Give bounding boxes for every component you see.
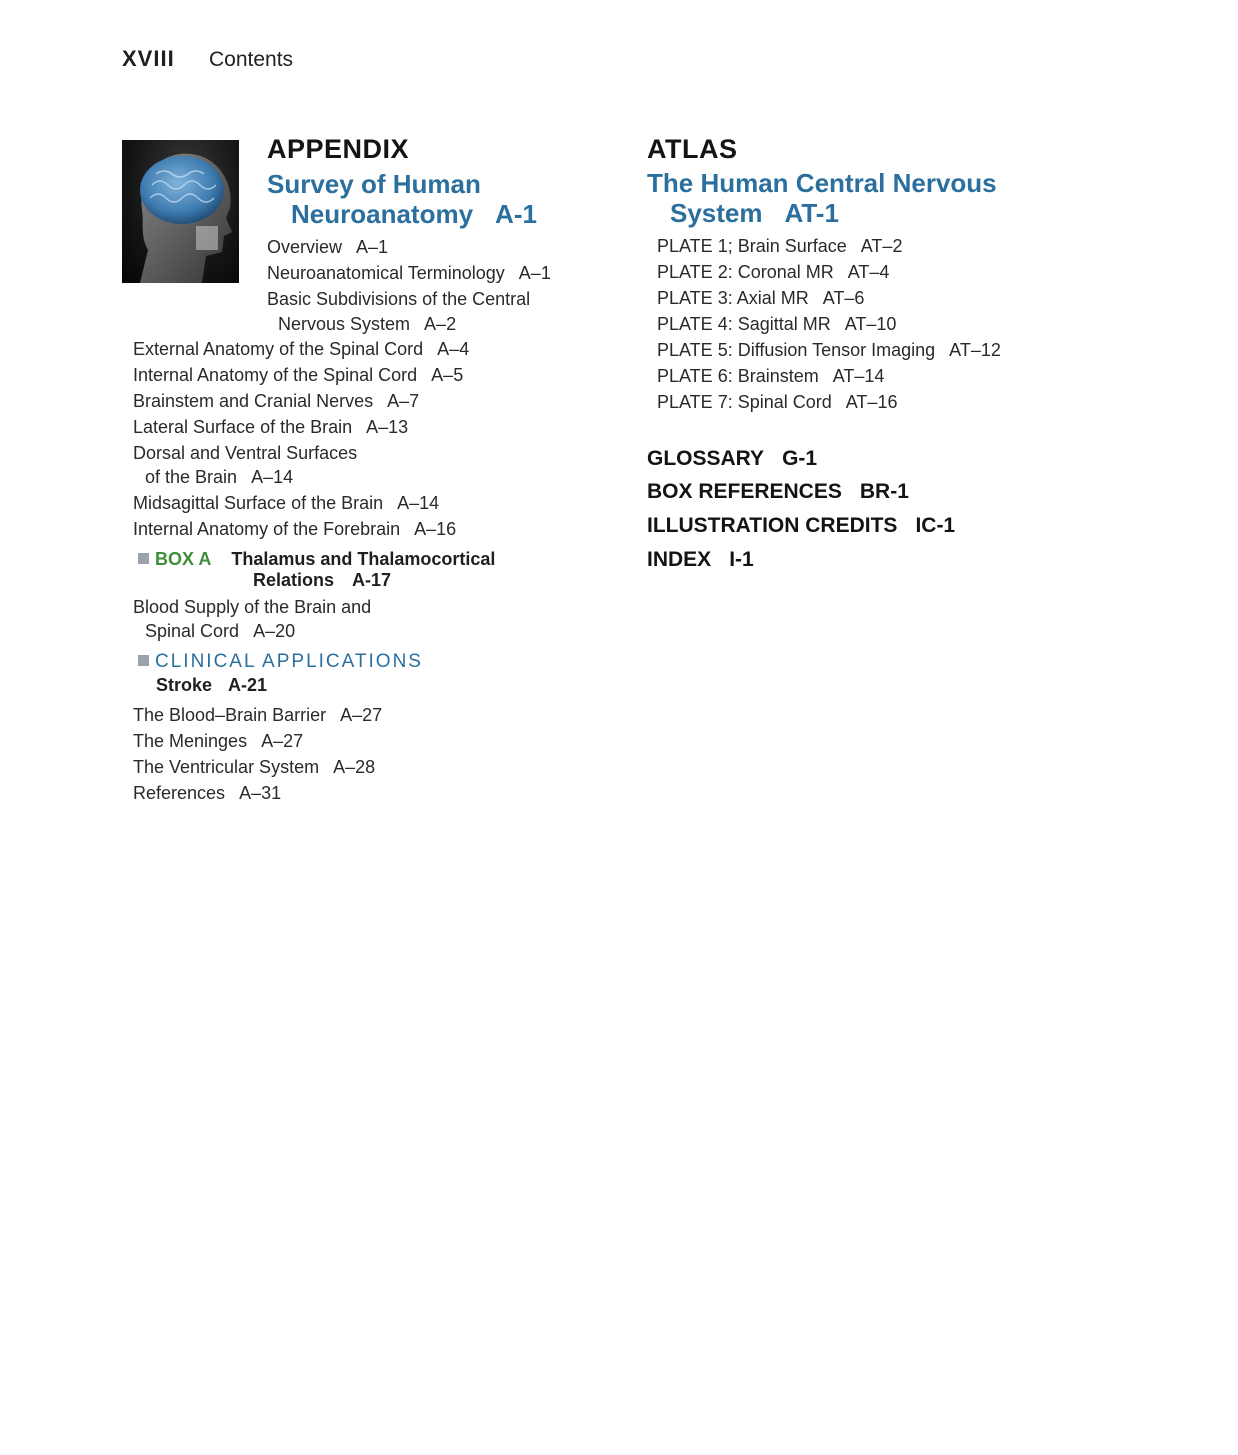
entry-title: Internal Anatomy of the Spinal Cord xyxy=(133,365,418,385)
entry-title: Neuroanatomical Terminology xyxy=(267,263,505,283)
clinical-label: CLINICAL APPLICATIONS xyxy=(155,651,423,672)
entry-title: References xyxy=(133,783,226,803)
entry-title: Midsagittal Surface of the Brain xyxy=(133,493,384,513)
box-references-entry[interactable] xyxy=(647,480,909,504)
back-matter-title: GLOSSARY xyxy=(647,447,765,470)
plate-title: PLATE 1; Brain Surface xyxy=(657,236,847,256)
page-number: XVIII xyxy=(122,46,175,71)
toc-entry-continuation[interactable] xyxy=(145,465,293,489)
toc-entry-continuation[interactable] xyxy=(278,312,456,336)
entry-title: Internal Anatomy of the Forebrain xyxy=(133,519,401,539)
toc-entry[interactable] xyxy=(133,595,371,619)
plate-title: PLATE 7: Spinal Cord xyxy=(657,392,832,412)
atlas-label: ATLAS xyxy=(647,134,738,164)
toc-entry[interactable] xyxy=(267,235,388,259)
entry-page: A–28 xyxy=(333,757,376,777)
entry-title: The Meninges xyxy=(133,731,248,751)
entry-page: A–1 xyxy=(356,237,389,257)
plate-page: AT–4 xyxy=(847,262,890,282)
entry-title: of the Brain xyxy=(145,467,238,487)
plate-title: PLATE 3: Axial MR xyxy=(657,288,809,308)
entry-page: A–14 xyxy=(251,467,294,487)
entry-page: A–31 xyxy=(239,783,282,803)
plate-entry[interactable] xyxy=(657,390,897,414)
plate-entry[interactable] xyxy=(657,338,1001,362)
toc-entry[interactable] xyxy=(133,517,456,541)
entry-title: Spinal Cord xyxy=(145,621,240,641)
entry-page: A–14 xyxy=(397,493,440,513)
plate-title: PLATE 2: Coronal MR xyxy=(657,262,834,282)
box-title-line2: Relations xyxy=(253,570,335,590)
box-page: A-17 xyxy=(352,570,392,590)
toc-entry[interactable] xyxy=(133,415,408,439)
plate-title: PLATE 5: Diffusion Tensor Imaging xyxy=(657,340,936,360)
plate-entry[interactable] xyxy=(657,364,884,388)
plate-entry[interactable] xyxy=(657,234,902,258)
index-entry[interactable] xyxy=(647,548,754,572)
box-a-entry[interactable] xyxy=(138,549,495,570)
plate-entry[interactable] xyxy=(657,312,896,336)
entry-page: A–7 xyxy=(387,391,420,411)
toc-entry[interactable] xyxy=(133,781,281,805)
entry-title: Blood Supply of the Brain and xyxy=(133,597,372,617)
plate-page: AT–2 xyxy=(860,236,903,256)
plate-page: AT–16 xyxy=(845,392,898,412)
toc-entry[interactable] xyxy=(133,389,419,413)
entry-title: Brainstem and Cranial Nerves xyxy=(133,391,374,411)
toc-entry[interactable] xyxy=(133,441,357,465)
entry-page: A–2 xyxy=(424,314,457,334)
plate-page: AT–6 xyxy=(822,288,865,308)
plate-title: PLATE 6: Brainstem xyxy=(657,366,819,386)
square-bullet-icon xyxy=(138,655,149,666)
box-title-line1: Thalamus and Thalamocortical xyxy=(231,549,496,569)
entry-title: Basic Subdivisions of the Central xyxy=(267,289,531,309)
back-matter-page: I-1 xyxy=(729,548,754,571)
toc-entry[interactable] xyxy=(133,729,303,753)
plate-page: AT–10 xyxy=(844,314,897,334)
entry-title: The Blood–Brain Barrier xyxy=(133,705,327,725)
entry-title: Dorsal and Ventral Surfaces xyxy=(133,443,358,463)
entry-page: A–27 xyxy=(340,705,383,725)
toc-entry[interactable] xyxy=(133,491,439,515)
atlas-title-page: AT-1 xyxy=(784,198,839,228)
entry-page: A–5 xyxy=(431,365,464,385)
plate-entry[interactable] xyxy=(657,260,889,284)
running-head-title: Contents xyxy=(209,48,294,71)
entry-title: External Anatomy of the Spinal Cord xyxy=(133,339,424,359)
brain-head-illustration xyxy=(122,140,239,283)
back-matter-title: ILLUSTRATION CREDITS xyxy=(647,514,898,537)
entry-page: A–13 xyxy=(366,417,409,437)
entry-page: A–1 xyxy=(518,263,551,283)
entry-page: A–27 xyxy=(261,731,304,751)
back-matter-title: INDEX xyxy=(647,548,712,571)
plate-title: PLATE 4: Sagittal MR xyxy=(657,314,831,334)
toc-entry[interactable] xyxy=(133,337,469,361)
toc-entry[interactable] xyxy=(267,261,551,285)
appendix-title-text: Neuroanatomy xyxy=(291,199,474,229)
toc-entry[interactable] xyxy=(133,755,375,779)
square-bullet-icon xyxy=(138,553,149,564)
entry-page: A–16 xyxy=(414,519,457,539)
entry-title: Lateral Surface of the Brain xyxy=(133,417,353,437)
clinical-title: Stroke xyxy=(156,675,213,695)
plate-entry[interactable] xyxy=(657,286,864,310)
appendix-title-page: A-1 xyxy=(495,199,537,229)
entry-title: Overview xyxy=(267,237,343,257)
toc-entry[interactable] xyxy=(267,287,530,311)
clinical-applications-heading xyxy=(138,651,423,673)
toc-entry[interactable] xyxy=(133,703,382,727)
box-label: BOX A xyxy=(155,549,212,569)
back-matter-page: BR-1 xyxy=(859,480,909,503)
atlas-title-line2 xyxy=(670,198,839,228)
appendix-title-line1: Survey of Human xyxy=(267,169,481,199)
back-matter-page: IC-1 xyxy=(915,514,956,537)
toc-entry-continuation[interactable] xyxy=(145,619,295,643)
back-matter-page: G-1 xyxy=(782,447,818,470)
entry-title: Nervous System xyxy=(278,314,411,334)
clinical-entry[interactable] xyxy=(156,675,267,696)
glossary-entry[interactable] xyxy=(647,447,817,471)
atlas-title-line1: The Human Central Nervous xyxy=(647,168,997,198)
box-a-continuation[interactable] xyxy=(253,570,391,591)
plate-page: AT–14 xyxy=(832,366,885,386)
plate-page: AT–12 xyxy=(949,340,1001,360)
entry-page: A–4 xyxy=(437,339,470,359)
toc-entry[interactable] xyxy=(133,363,463,387)
appendix-title-line2 xyxy=(291,199,537,229)
illustration-credits-entry[interactable] xyxy=(647,514,955,538)
clinical-page: A-21 xyxy=(228,675,268,695)
entry-page: A–20 xyxy=(253,621,296,641)
entry-title: The Ventricular System xyxy=(133,757,320,777)
appendix-label: APPENDIX xyxy=(267,134,410,164)
back-matter-title: BOX REFERENCES xyxy=(647,480,842,503)
atlas-title-text: System xyxy=(670,198,763,228)
